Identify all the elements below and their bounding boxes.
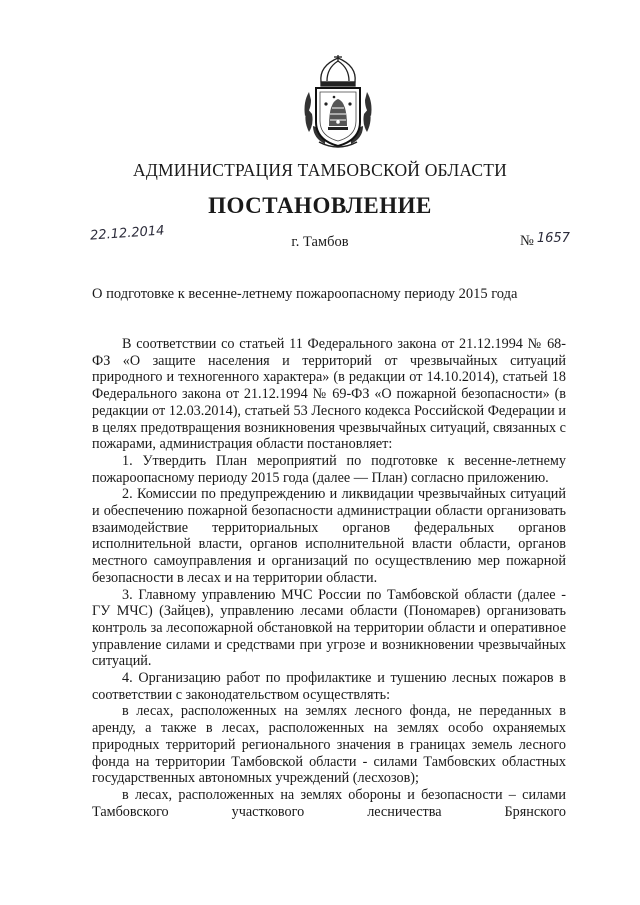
document-type-title: ПОСТАНОВЛЕНИЕ — [208, 193, 432, 218]
paragraph-item-4-defense-lands: в лесах, расположенных на землях обороны и безопасности – силами Тамбовского участкового лесничества Брянского — [92, 786, 566, 820]
number-prefix: № — [520, 233, 534, 249]
city-name: г. Тамбов — [291, 234, 349, 250]
paragraph-item-1: 1. Утвердить План мероприятий по подготовке к весенне-летнему пожароопасному периоду 2015 года (далее — План) согласно приложению. — [92, 452, 566, 486]
organization-name: АДМИНИСТРАЦИЯ ТАМБОВСКОЙ ОБЛАСТИ — [133, 160, 507, 180]
paragraph-preamble: В соответствии со статьей 11 Федерального закона от 21.12.1994 № 68-ФЗ «О защите населения и территорий от чрезвычайных ситуаций природного и техногенного характера» (в редакции от 14.10.2014), статьей 18 Федерального закона от 21.12.1994 № 69-ФЗ «О пожарной безопасности» (в редакции от 12.03.2014), статьей 53 Лесного кодекса Российской Федерации и в целях предотвращения возникновения чрезвычайных ситуаций, связанных с пожарами, администрация области постановляет: — [92, 336, 566, 453]
paragraph-item-4: 4. Организацию работ по профилактике и тушению лесных пожаров в соответствии с законодательством осуществлять: — [92, 670, 566, 703]
paragraph-item-3: 3. Главному управлению МЧС России по Тамбовской области (далее - ГУ МЧС) (Зайцев), управлению лесами области (Пономарев) организовать контроль за лесопожарной обстановкой на территории области и оперативное управление силами и средствами при угрозе и возникновении чрезвычайных ситуаций. — [92, 586, 566, 670]
paragraph-item-2: 2. Комиссии по предупреждению и ликвидации чрезвычайных ситуаций и обеспечению пожарной безопасности администрации области организовать взаимодействие территориальных органов федеральных органов исполнительной власти, органов исполнительной власти области, органов местного самоуправления и организаций по осуществлению мер пожарной безопасности в лесах и на территории области. — [92, 486, 566, 586]
coat-of-arms-emblem — [299, 52, 377, 152]
handwritten-number: 1657 — [536, 231, 570, 246]
document-subject: О подготовке к весенне-летнему пожароопасному периоду 2015 года — [92, 286, 518, 302]
document-number — [520, 233, 570, 250]
paragraph-item-4-forest-fund: в лесах, расположенных на землях лесного фонда, не переданных в аренду, а также в лесах, расположенных на землях особо охраняемых природных территорий регионального значения в границах земель лесного фонда на территории Тамбовской области - силами Тамбовских областных государственных автономных учреждений (лесхозов); — [92, 703, 566, 787]
document-body — [92, 336, 566, 820]
handwritten-date: 22.12.2014 — [89, 223, 165, 244]
